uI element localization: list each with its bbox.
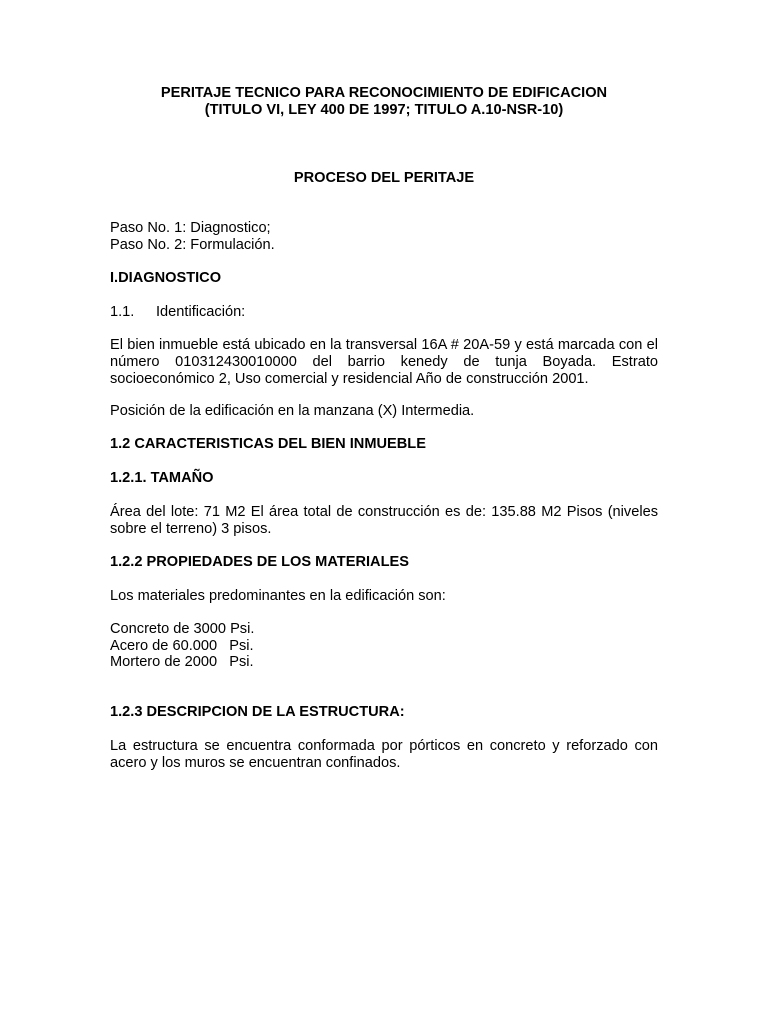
document-title-line-1: PERITAJE TECNICO PARA RECONOCIMIENTO DE EDIFICACION bbox=[160, 85, 608, 101]
identificacion-label: Identificación: bbox=[156, 304, 246, 320]
paragraph-location: El bien inmueble está ubicado en la transversal 16A # 20A-59 y está marcada con el número 010312430010000 del barrio kenedy de tunja Boyada. Estrato socioeconómico 2, Uso comercial y residencial Año de construcción 2001. bbox=[110, 337, 658, 387]
paragraph-estructura: La estructura se encuentra conformada por pórticos en concreto y reforzado con acero y los muros se encuentran confinados. bbox=[110, 738, 658, 771]
heading-materiales: 1.2.2 PROPIEDADES DE LOS MATERIALES bbox=[110, 554, 409, 570]
step-1: Paso No. 1: Diagnostico; bbox=[110, 220, 271, 236]
material-mortero: Mortero de 2000 Psi. bbox=[110, 654, 254, 670]
heading-estructura: 1.2.3 DESCRIPCION DE LA ESTRUCTURA: bbox=[110, 704, 405, 720]
heading-tamano: 1.2.1. TAMAÑO bbox=[110, 470, 214, 486]
paragraph-materiales: Los materiales predominantes en la edificación son: bbox=[110, 588, 446, 604]
identificacion-heading bbox=[110, 304, 658, 321]
material-concreto: Concreto de 3000 Psi. bbox=[110, 621, 255, 637]
section-subtitle: PROCESO DEL PERITAJE bbox=[293, 170, 475, 186]
identificacion-number: 1.1. bbox=[110, 304, 135, 320]
paragraph-position: Posición de la edificación en la manzana (X) Intermedia. bbox=[110, 403, 475, 419]
step-2: Paso No. 2: Formulación. bbox=[110, 237, 275, 253]
heading-caracteristicas: 1.2 CARACTERISTICAS DEL BIEN INMUEBLE bbox=[110, 436, 426, 452]
document-title-line-2: (TITULO VI, LEY 400 DE 1997; TITULO A.10-NSR-10) bbox=[204, 102, 564, 118]
paragraph-tamano: Área del lote: 71 M2 El área total de construcción es de: 135.88 M2 Pisos (niveles sobre el terreno) 3 pisos. bbox=[110, 504, 658, 537]
material-acero: Acero de 60.000 Psi. bbox=[110, 638, 254, 654]
heading-diagnostico: I.DIAGNOSTICO bbox=[110, 270, 222, 286]
